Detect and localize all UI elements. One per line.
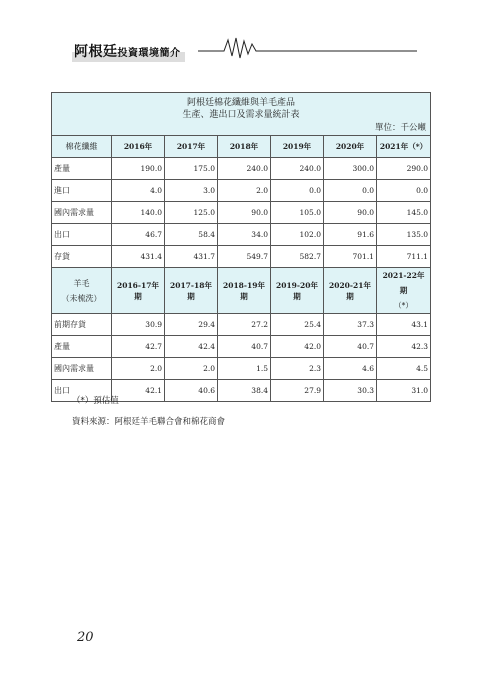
cotton-value-cell: 46.7 <box>112 224 165 246</box>
header-title-subject: 投資環境簡介 <box>117 48 181 59</box>
cotton-year-header: 2016年 <box>112 136 165 158</box>
wool-value-cell: 37.3 <box>324 314 377 336</box>
source-note: 資料來源：阿根廷羊毛聯合會和棉花商會 <box>72 417 226 427</box>
cotton-value-cell: 701.1 <box>324 246 377 268</box>
wool-value-cell: 40.7 <box>324 336 377 358</box>
cotton-section <box>52 158 431 268</box>
cotton-value-cell: 125.0 <box>165 202 218 224</box>
table-title-line1: 阿根廷棉花纖維與羊毛產品 <box>187 98 296 108</box>
wool-value-cell: 25.4 <box>271 314 324 336</box>
wool-value-cell: 30.9 <box>112 314 165 336</box>
cotton-value-cell: 300.0 <box>324 158 377 180</box>
page-header <box>72 36 417 60</box>
estimate-note: （*）預估值 <box>72 396 119 406</box>
cotton-year-header: 2021年（*） <box>377 136 431 158</box>
cotton-value-cell: 58.4 <box>165 224 218 246</box>
cotton-year-header: 2018年 <box>218 136 271 158</box>
wool-value-cell: 2.0 <box>112 358 165 380</box>
wool-value-cell: 4.5 <box>377 358 431 380</box>
wool-header-row <box>52 268 431 314</box>
wool-period-last-line2: （*） <box>394 301 413 310</box>
cotton-value-cell: 102.0 <box>271 224 324 246</box>
wool-header-line1: 羊毛 <box>73 278 90 288</box>
cotton-row-label: 國內需求量 <box>52 202 112 224</box>
wool-value-cell: 43.1 <box>377 314 431 336</box>
cotton-value-cell: 175.0 <box>165 158 218 180</box>
cotton-value-cell: 190.0 <box>112 158 165 180</box>
cotton-value-cell: 431.4 <box>112 246 165 268</box>
wool-period-last-line1: 2021-22年期 <box>382 271 425 295</box>
wool-period-header-last <box>377 268 431 314</box>
table-title-line2: 生產、進出口及需求量統計表 <box>182 110 300 120</box>
cotton-value-cell: 240.0 <box>271 158 324 180</box>
wool-table-row <box>52 336 431 358</box>
cotton-value-cell: 90.0 <box>218 202 271 224</box>
wool-value-cell: 42.0 <box>271 336 324 358</box>
cotton-value-cell: 549.7 <box>218 246 271 268</box>
wool-value-cell: 30.3 <box>324 380 377 402</box>
wool-value-cell: 29.4 <box>165 314 218 336</box>
wool-period-header: 2016-17年期 <box>112 268 165 314</box>
wool-period-header: 2018-19年期 <box>218 268 271 314</box>
cotton-value-cell: 90.0 <box>324 202 377 224</box>
wool-value-cell: 38.4 <box>218 380 271 402</box>
cotton-row-label: 產量 <box>52 158 112 180</box>
wool-period-header: 2017-18年期 <box>165 268 218 314</box>
cotton-value-cell: 91.6 <box>324 224 377 246</box>
cotton-value-cell: 582.7 <box>271 246 324 268</box>
wool-value-cell: 42.4 <box>165 336 218 358</box>
wool-value-cell: 2.0 <box>165 358 218 380</box>
cotton-table-row <box>52 180 431 202</box>
wool-table-row <box>52 314 431 336</box>
wool-row-label: 前期存貨 <box>52 314 112 336</box>
header-title <box>72 40 185 62</box>
cotton-year-header: 2017年 <box>165 136 218 158</box>
cotton-value-cell: 105.0 <box>271 202 324 224</box>
cotton-year-header: 2020年 <box>324 136 377 158</box>
cotton-value-cell: 0.0 <box>324 180 377 202</box>
wool-row-label: 產量 <box>52 336 112 358</box>
wool-header-label <box>52 268 112 314</box>
table-caption <box>52 93 431 136</box>
cotton-value-cell: 2.0 <box>218 180 271 202</box>
cotton-header-label: 棉花纖維 <box>52 136 112 158</box>
wool-row-label: 國內需求量 <box>52 358 112 380</box>
wool-value-cell: 1.5 <box>218 358 271 380</box>
cotton-value-cell: 0.0 <box>271 180 324 202</box>
page-number: 20 <box>77 630 94 645</box>
cotton-table-row <box>52 224 431 246</box>
wool-value-cell: 31.0 <box>377 380 431 402</box>
statistics-table <box>51 92 431 402</box>
wool-table-row <box>52 358 431 380</box>
wool-value-cell: 27.2 <box>218 314 271 336</box>
cotton-value-cell: 135.0 <box>377 224 431 246</box>
wool-value-cell: 27.9 <box>271 380 324 402</box>
cotton-value-cell: 4.0 <box>112 180 165 202</box>
cotton-value-cell: 145.0 <box>377 202 431 224</box>
cotton-table-row <box>52 202 431 224</box>
wool-value-cell: 4.6 <box>324 358 377 380</box>
cotton-year-header: 2019年 <box>271 136 324 158</box>
cotton-value-cell: 240.0 <box>218 158 271 180</box>
cotton-value-cell: 0.0 <box>377 180 431 202</box>
wool-value-cell: 40.7 <box>218 336 271 358</box>
heartbeat-line-icon <box>198 36 417 60</box>
table-caption-row <box>52 93 431 136</box>
cotton-value-cell: 290.0 <box>377 158 431 180</box>
wool-period-header: 2019-20年期 <box>271 268 324 314</box>
cotton-row-label: 進口 <box>52 180 112 202</box>
wool-value-cell: 42.7 <box>112 336 165 358</box>
wool-section <box>52 314 431 402</box>
wool-value-cell: 40.6 <box>165 380 218 402</box>
table-unit: 單位：千公噸 <box>375 123 427 133</box>
wool-period-header: 2020-21年期 <box>324 268 377 314</box>
cotton-header-row <box>52 136 431 158</box>
wool-header-line2: （未梳洗） <box>61 293 102 303</box>
cotton-row-label: 存貨 <box>52 246 112 268</box>
cotton-table-row <box>52 158 431 180</box>
cotton-table-row <box>52 246 431 268</box>
cotton-value-cell: 711.1 <box>377 246 431 268</box>
wool-value-cell: 2.3 <box>271 358 324 380</box>
cotton-value-cell: 431.7 <box>165 246 218 268</box>
cotton-value-cell: 3.0 <box>165 180 218 202</box>
wool-value-cell: 42.1 <box>112 380 165 402</box>
wool-row-label: 出口 <box>52 380 112 402</box>
header-title-country: 阿根廷 <box>74 44 118 60</box>
wool-value-cell: 42.3 <box>377 336 431 358</box>
cotton-value-cell: 140.0 <box>112 202 165 224</box>
cotton-value-cell: 34.0 <box>218 224 271 246</box>
cotton-row-label: 出口 <box>52 224 112 246</box>
